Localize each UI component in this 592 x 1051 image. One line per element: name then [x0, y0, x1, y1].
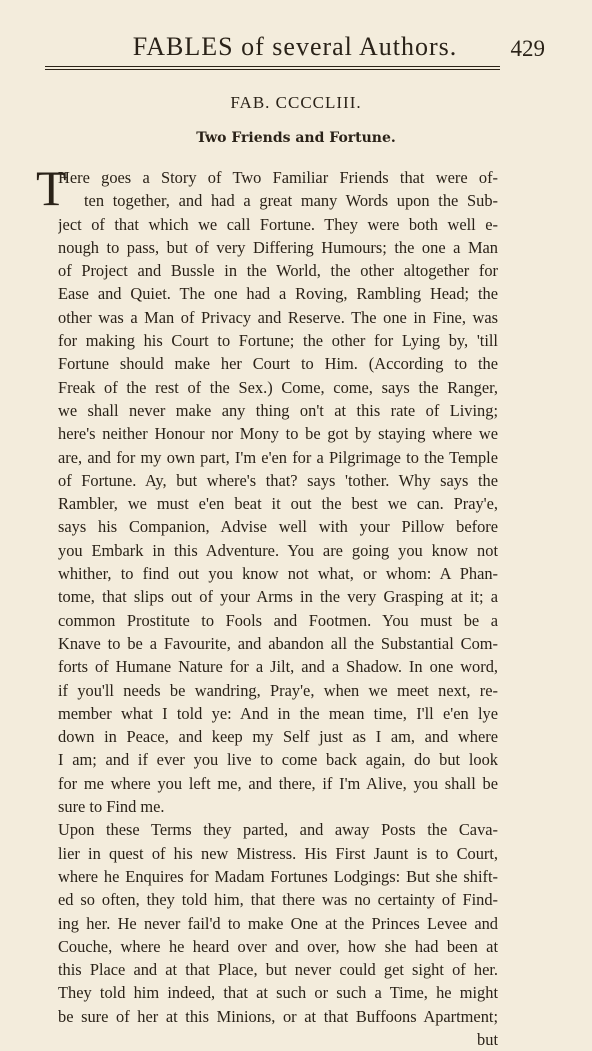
text-line: other was a Man of Privacy and Reserve. The one in Fine, was — [58, 307, 498, 327]
text-line: tome, that slips out of your Arms in the very Grasping at it; a — [58, 587, 498, 607]
text-line: this Place and at that Place, but never could get sight of her. — [58, 960, 498, 980]
text-line: you Embark in this Adventure. You are going you know not — [58, 540, 498, 560]
text-line: forts of Humane Nature for a Jilt, and a Shadow. In one word, — [58, 657, 498, 677]
text-line: whither, to find out you know not what, or whom: A Phan- — [58, 564, 498, 584]
text-line: Knave to be a Favourite, and abandon all the Substantial Com- — [58, 633, 498, 653]
text-line: down in Peace, and keep my Self just as I am, and where — [58, 727, 498, 747]
text-line: be sure of her at this Minions, or at that Buffoons Apartment; — [58, 1006, 498, 1026]
text-line: Fortune should make her Court to Him. (According to the — [58, 354, 498, 374]
header-title: FABLES of several Authors. — [132, 32, 458, 61]
text-line: member what I told ye: And in the mean time, I'll e'en lye — [58, 703, 498, 723]
text-line: Couche, where he heard over and over, how she had been at — [58, 936, 498, 956]
text-line: They told him indeed, that at such or such a Time, he might — [58, 983, 498, 1003]
text-line: Ease and Quiet. The one had a Roving, Rambling Head; the — [58, 284, 498, 304]
header-rule — [45, 66, 500, 70]
text-line: where he Enquires for Madam Fortunes Lodgings: But she shift- — [58, 866, 498, 886]
text-line: for making his Court to Fortune; the other for Lying by, 'till — [58, 331, 498, 351]
text-line: sure to Find me. — [58, 797, 165, 817]
running-header — [45, 30, 545, 70]
text-line: if you'll needs be wandring, Pray'e, when we meet next, re- — [58, 680, 498, 700]
drop-cap: T — [36, 160, 67, 216]
text-line: ten together, and had a great many Words upon the Sub- — [84, 191, 498, 211]
fable-text — [58, 166, 498, 1051]
text-line: ing her. He never fail'd to make One at the Princes Levee and — [58, 913, 498, 933]
text-line: Rambler, we must e'en beat it out the best we can. Pray'e, — [58, 494, 498, 514]
text-line: of Project and Bussle in the World, the other altogether for — [58, 261, 498, 281]
text-line: lier in quest of his new Mistress. His First Jaunt is to Court, — [58, 843, 498, 863]
page-number: 429 — [510, 36, 545, 61]
text-line: common Prostitute to Fools and Footmen. You must be a — [58, 610, 498, 630]
text-line: we shall never make any thing on't at this rate of Living; — [58, 400, 498, 420]
text-line: of Fortune. Ay, but where's that? says 'tother. Why says the — [58, 470, 498, 490]
text-line: Freak of the rest of the Sex.) Come, come, says the Ranger, — [58, 377, 498, 397]
fable-title: Two Friends and Fortune. — [196, 130, 396, 146]
text-line: nough to pass, but of very Differing Humours; the one a Man — [58, 237, 498, 257]
text-line: ject of that which we call Fortune. They were both well e- — [58, 214, 498, 234]
text-line: for me where you left me, and there, if I'm Alive, you shall be — [58, 773, 498, 793]
text-line: Upon these Terms they parted, and away Posts the Cava- — [58, 820, 498, 840]
text-line: are, and for my own part, I'm e'en for a Pilgrimage to the Temple — [58, 447, 498, 467]
text-line: Here goes a Story of Two Familiar Friends that were of- — [58, 168, 498, 187]
text-line: ed so often, they told him, that there was no certainty of Find- — [58, 890, 498, 910]
catchword: but — [477, 1029, 498, 1049]
text-line: here's neither Honour nor Mony to be got by staying where we — [58, 424, 498, 444]
text-line: says his Companion, Advise well with your Pillow before — [58, 517, 498, 537]
text-line: I am; and if ever you live to come back again, do but look — [58, 750, 498, 770]
fable-number: FAB. CCCCLIII. — [230, 93, 362, 112]
